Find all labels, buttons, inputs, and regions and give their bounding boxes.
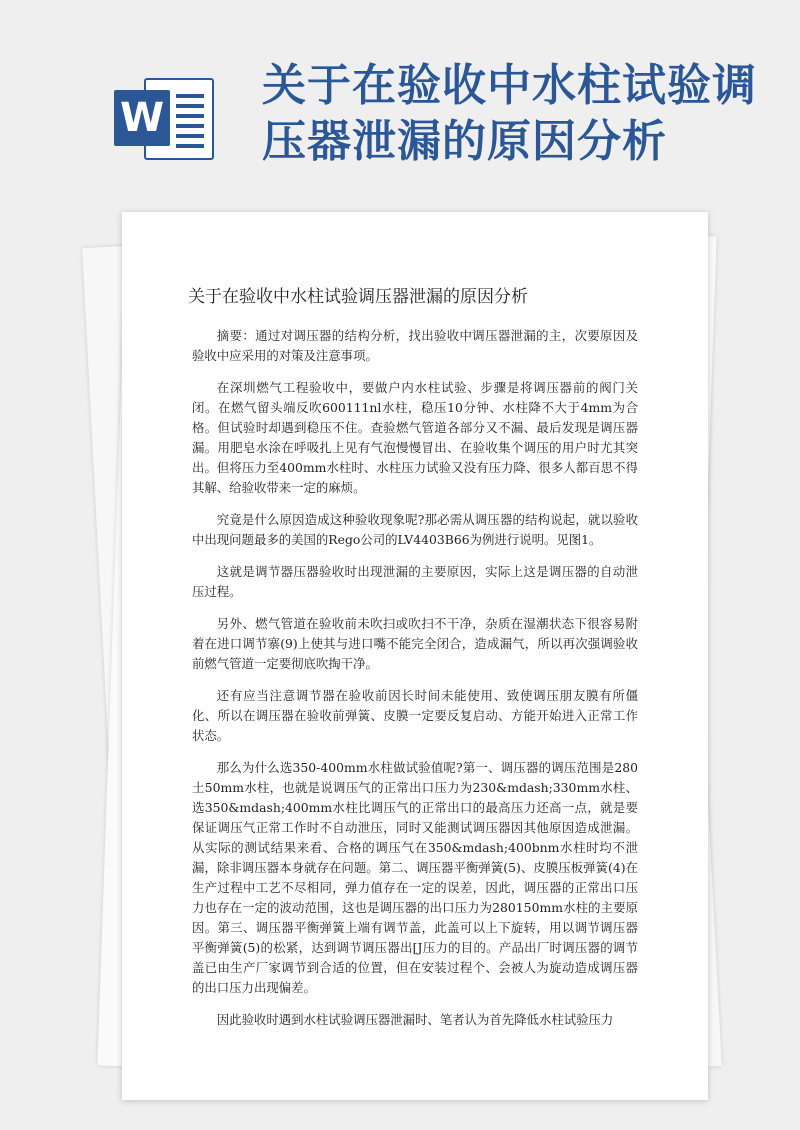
paragraph: 那么为什么选350-400mm水柱做试验值呢?第一、调压器的调压范围是280土50mm水柱，也就是说调压气的正常出口压力为230&mdash;330mm水柱、选350&mdash;400mm水柱比调压气的正常出口的最高压力还高一点，就是要保证调压气正常工作时不自动泄压，同时又能测试调压器因其他原因造成泄漏。从实际的测试结果来看、合格的调压气在350&mdash;400bnm水柱时均不泄漏，除非调压器本身就存在问题。第二、调压器平衡弹簧(5)、皮膜压板弹簧(4)在生产过程中工艺不尽相同，弹力值存在一定的误差，因此，调压器的正常出口压力也存在一定的波动范围，这也是调压器的出口压力为280150mm水柱的主要原因。第三、调压器平衡弹簧上端有调节盖，此盖可以上下旋转，用以调节调压器平衡弹簧(5)的松紧，达到调节调压器出[J压力的目的。产品出厂时调压器的调节盖已由生产厂家调节到合适的位置，但在安装过程个、会被人为旋动造成调压器的出口压力出现偏差。 bbox=[192, 760, 638, 995]
header bbox=[0, 0, 800, 210]
document-page bbox=[122, 212, 708, 1100]
paragraph-abstract: 摘要：通过对调压器的结构分析，找出验收中调压器泄漏的主，次要原因及验收中应采用的对策及注意事项。 bbox=[192, 328, 638, 363]
paragraph: 另外、燃气管道在验收前未吹扫或吹扫不干净，杂质在湿潮状态下很容易附着在进口调节寨(9)上使其与进口嘴不能完全闭合，造成漏气，所以再次强调验收前燃气管道一定要彻底吹掏干净。 bbox=[192, 616, 638, 671]
paragraph: 还有应当注意调节器在验收前因长时间未能使用、致使调压朋友膜有所僵化、所以在调压器在验收前弹簧、皮膜一定要反复启动、方能开始进入正常工作状态。 bbox=[192, 688, 638, 743]
paragraph: 因此验收时遇到水柱试验调压器泄漏时、笔者认为首先降低水柱试验压力 bbox=[216, 1012, 614, 1027]
document-body bbox=[192, 326, 638, 1042]
paragraph: 这就是调节器压器验收时出现泄漏的主要原因，实际上这是调压器的自动泄压过程。 bbox=[192, 564, 638, 599]
word-document-icon bbox=[114, 72, 214, 162]
paragraph: 究竟是什么原因造成这种验收现象呢?那必需从调压器的结构说起，就以验收中出现问题最多的美国的Rego公司的LV4403B66为例进行说明。见图1。 bbox=[192, 512, 638, 547]
paragraph: 在深圳燃气工程验收中，要做户内水柱试验、步骤是将调压器前的阀门关闭。在燃气留头端反吹600111nl水柱，稳压10分钟、水柱降不大于4mm为合格。但试验时却遇到稳压不住。查验燃气管道各部分又不漏、最后发现是调压器漏。用肥皂水涂在呼吸扎上见有气泡慢慢冒出、在验收集个调压的用户时尤其突出。但将压力至400mm水柱时、水柱压力试验又没有压力降、很多人都百思不得其解、给验收带来一定的麻烦。 bbox=[192, 380, 638, 495]
document-title: 关于在验收中水柱试验调压器泄漏的原因分析 bbox=[188, 287, 528, 307]
word-logo-letter: W bbox=[114, 90, 170, 146]
header-title: 关于在验收中水柱试验调压器泄漏的原因分析 bbox=[262, 60, 757, 167]
